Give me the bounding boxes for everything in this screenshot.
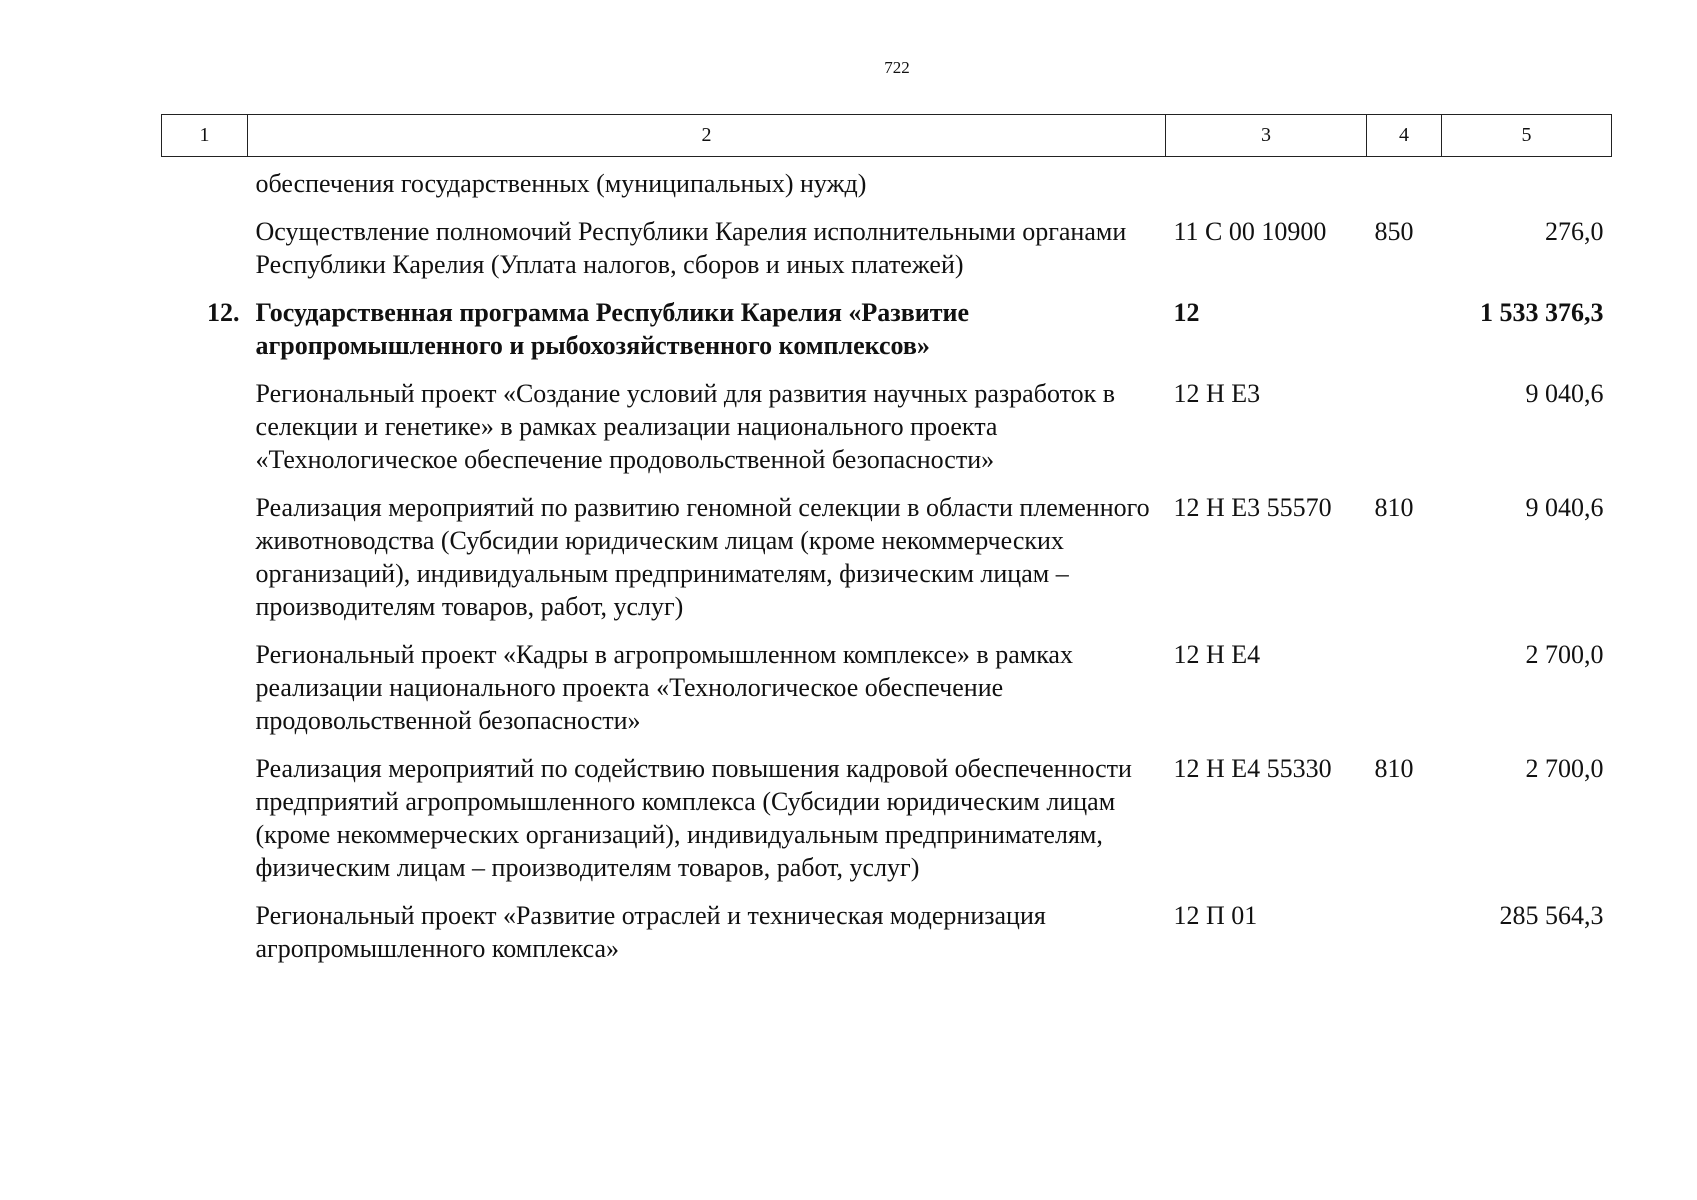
row-code: 12 Н Е4 [1173, 640, 1261, 669]
row-code: 12 [1173, 298, 1200, 327]
row-amount: 1 533 376,3 [1480, 298, 1604, 327]
row-name: Региональный проект «Развитие отраслей и техническая модернизация агропромышленного комплекса» [255, 901, 1046, 963]
row-kvr [1367, 899, 1442, 980]
header-col-3: 3 [1166, 115, 1367, 157]
row-amount: 9 040,6 [1525, 379, 1604, 408]
row-kvr: 850 [1374, 217, 1414, 246]
header-col-2: 2 [248, 115, 1166, 157]
row-number [162, 899, 248, 980]
row-kvr [1367, 157, 1442, 216]
row-name: Региональный проект «Кадры в агропромышленном комплексе» в рамках реализации национального проекта «Технологическое обеспечение продовольственной безопасности» [255, 640, 1073, 735]
row-kvr: 810 [1374, 493, 1414, 522]
row-name: Осуществление полномочий Республики Карелия исполнительными органами Республики Карелия (Уплата налогов, сборов и иных платежей) [255, 217, 1127, 279]
row-number [162, 752, 248, 899]
row-amount: 2 700,0 [1525, 640, 1604, 669]
row-code: 11 С 00 10900 [1173, 217, 1327, 246]
row-code: 12 Н Е3 55570 [1173, 493, 1332, 522]
budget-table [161, 114, 1612, 980]
row-number [162, 377, 248, 491]
row-name: Региональный проект «Создание условий для развития научных разработок в селекции и генетике» в рамках реализации национального проекта «Технологическое обеспечение продовольственной безопасности» [255, 379, 1116, 474]
table-row [162, 638, 1612, 752]
table-body [162, 157, 1612, 981]
row-number [162, 491, 248, 638]
row-number: 12. [207, 298, 240, 327]
row-amount: 9 040,6 [1525, 493, 1604, 522]
row-name: Государственная программа Республики Карелия «Развитие агропромышленного и рыбохозяйственного комплексов» [255, 298, 970, 360]
header-row [162, 115, 1612, 157]
row-number [162, 215, 248, 296]
row-name: Реализация мероприятий по развитию геномной селекции в области племенного животноводства (Субсидии юридическим лицам (кроме некоммерческих организаций), индивидуальным предпринимателям, физическим лицам – производителям товаров, работ, услуг) [255, 493, 1150, 621]
row-kvr [1367, 638, 1442, 752]
row-amount: 276,0 [1545, 217, 1604, 246]
table-header [162, 115, 1612, 157]
table-row [162, 752, 1612, 899]
row-name: обеспечения государственных (муниципальных) нужд) [255, 169, 867, 198]
table-row [162, 215, 1612, 296]
row-amount: 285 564,3 [1499, 901, 1604, 930]
row-kvr [1367, 377, 1442, 491]
row-amount [1442, 157, 1612, 216]
row-number [162, 157, 248, 216]
row-code: 12 П 01 [1173, 901, 1258, 930]
table-row [162, 491, 1612, 638]
row-amount: 2 700,0 [1525, 754, 1604, 783]
table-row [162, 157, 1612, 216]
row-number [162, 638, 248, 752]
header-col-5: 5 [1442, 115, 1612, 157]
row-code: 12 Н Е3 [1173, 379, 1261, 408]
row-code [1166, 157, 1367, 216]
page-number: 722 [884, 58, 910, 77]
row-code: 12 Н Е4 55330 [1173, 754, 1332, 783]
row-kvr [1367, 296, 1442, 377]
row-name: Реализация мероприятий по содействию повышения кадровой обеспеченности предприятий агропромышленного комплекса (Субсидии юридическим лицам (кроме некоммерческих организаций), индивидуальным предпринимателям, физическим лицам – производителям товаров, работ, услуг) [255, 754, 1132, 882]
header-col-1: 1 [162, 115, 248, 157]
table-row [162, 377, 1612, 491]
header-col-4: 4 [1367, 115, 1442, 157]
row-kvr: 810 [1374, 754, 1414, 783]
table-row-program [162, 296, 1612, 377]
table-row [162, 899, 1612, 980]
